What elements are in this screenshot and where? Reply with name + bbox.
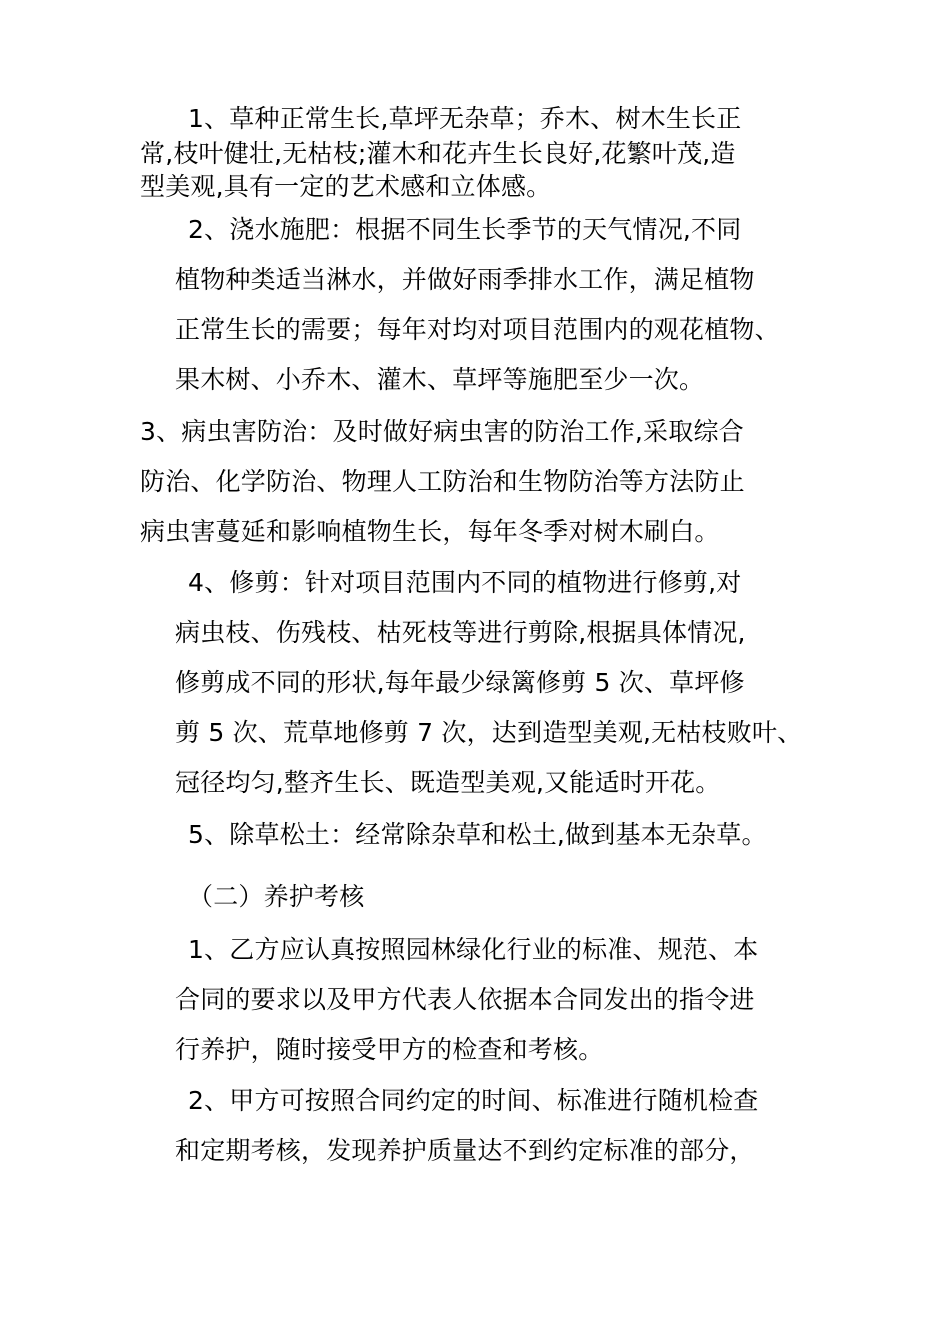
paragraph-6-line-3: 行养护，随时接受甲方的检查和考核。	[175, 1035, 604, 1064]
paragraph-1-line-3: 型美观,具有一定的艺术感和立体感。	[140, 172, 552, 201]
paragraph-4-line-5: 冠径均匀,整齐生长、既造型美观,又能适时开花。	[175, 768, 721, 797]
paragraph-4-line-2: 病虫枝、伤残枝、枯死枝等进行剪除,根据具体情况,	[175, 618, 746, 647]
paragraph-3-line-3: 病虫害蔓延和影响植物生长，每年冬季对树木刷白。	[140, 517, 720, 546]
paragraph-1-line-1: 1、草种正常生长,草坪无杂草；乔木、树木生长正	[188, 104, 742, 133]
paragraph-6-line-1: 1、乙方应认真按照园林绿化行业的标准、规范、本	[188, 935, 759, 964]
paragraph-2-line-4: 果木树、小乔木、灌木、草坪等施肥至少一次。	[175, 365, 705, 394]
paragraph-4-line-3: 修剪成不同的形状,每年最少绿篱修剪 5 次、草坪修	[175, 668, 745, 697]
paragraph-3-line-2: 防治、化学防治、物理人工防治和生物防治等方法防止	[140, 467, 745, 496]
paragraph-4-line-4: 剪 5 次、荒草地修剪 7 次，达到造型美观,无枯枝败叶、	[175, 718, 803, 747]
paragraph-5-line-1: 5、除草松土：经常除杂草和松土,做到基本无杂草。	[188, 820, 767, 849]
paragraph-4-line-1: 4、修剪：针对项目范围内不同的植物进行修剪,对	[188, 568, 742, 597]
paragraph-2-line-1: 2、浇水施肥：根据不同生长季节的天气情况,不同	[188, 215, 742, 244]
paragraph-2-line-2: 植物种类适当淋水，并做好雨季排水工作，满足植物	[175, 265, 755, 294]
section-heading: （二）养护考核	[188, 882, 365, 911]
paragraph-7-line-1: 2、甲方可按照合同约定的时间、标准进行随机检查	[188, 1086, 759, 1115]
paragraph-7-line-2: 和定期考核，发现养护质量达不到约定标准的部分，	[175, 1136, 755, 1165]
paragraph-2-line-3: 正常生长的需要；每年对均对项目范围内的观花植物、	[175, 315, 780, 344]
paragraph-1-line-2: 常,枝叶健壮,无枯枝;灌木和花卉生长良好,花繁叶茂,造	[140, 139, 736, 168]
paragraph-6-line-2: 合同的要求以及甲方代表人依据本合同发出的指令进	[175, 985, 755, 1014]
paragraph-3-line-1: 3、病虫害防治：及时做好病虫害的防治工作,采取综合	[140, 417, 744, 446]
